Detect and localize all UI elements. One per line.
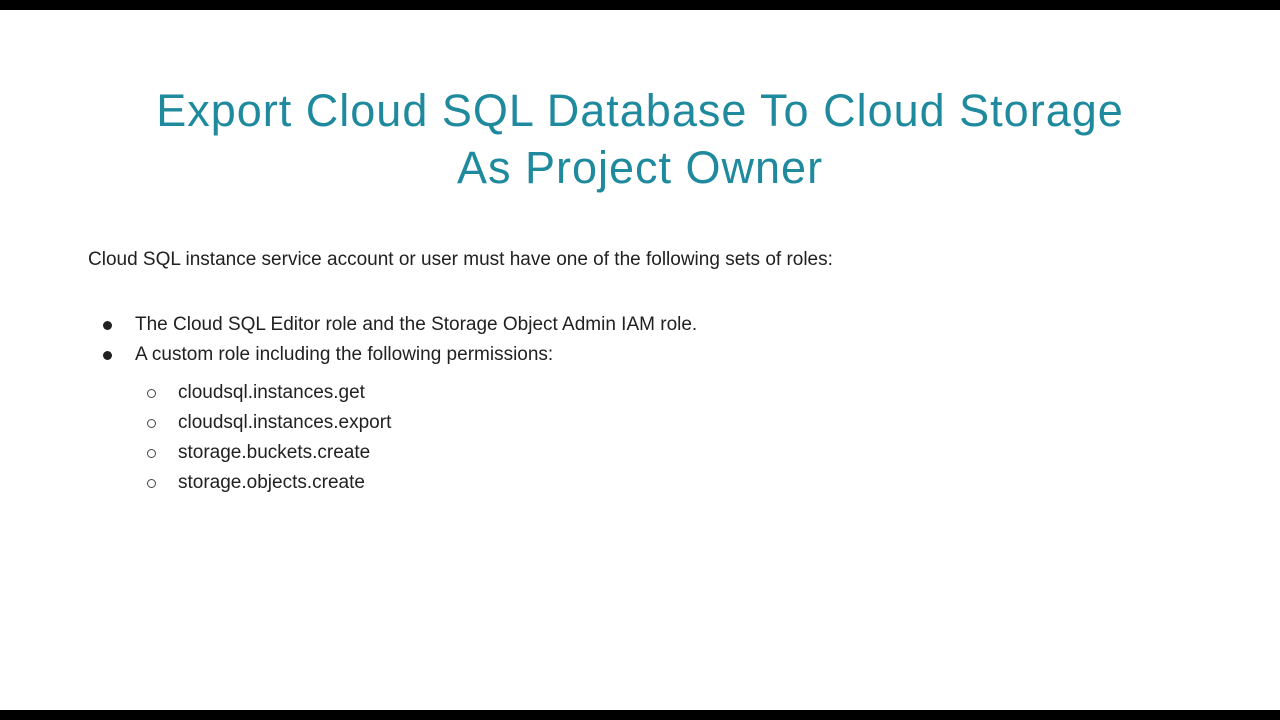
hollow-bullet-icon (147, 479, 156, 488)
hollow-bullet-icon (147, 449, 156, 458)
list-item (0, 468, 1280, 498)
list-item (0, 310, 1280, 340)
bullet-text: The Cloud SQL Editor role and the Storage Object Admin IAM role. (135, 314, 698, 335)
permission-text: storage.buckets.create (178, 442, 371, 463)
list-item (0, 438, 1280, 468)
hollow-bullet-icon (147, 389, 156, 398)
list-item (0, 408, 1280, 438)
permission-text: cloudsql.instances.get (178, 382, 365, 403)
letterbox-bar-bottom (0, 710, 1280, 720)
list-item (0, 340, 1280, 370)
filled-bullet-icon (103, 351, 112, 360)
hollow-bullet-icon (147, 419, 156, 428)
permission-sublist (0, 378, 1280, 498)
slide-canvas (0, 10, 1280, 710)
list-item (0, 378, 1280, 408)
bullet-text: A custom role including the following permissions: (135, 344, 554, 365)
filled-bullet-icon (103, 321, 112, 330)
permission-text: cloudsql.instances.export (178, 412, 392, 433)
slide-title-line-2: As Project Owner (456, 142, 824, 193)
intro-paragraph: Cloud SQL instance service account or user must have one of the following sets of roles: (88, 249, 833, 270)
permission-text: storage.objects.create (178, 472, 365, 493)
slide-title-line-1: Export Cloud SQL Database To Cloud Storage (156, 85, 1124, 136)
bullet-list (0, 310, 1280, 498)
letterbox-bar-top (0, 0, 1280, 10)
slide-title (0, 82, 1280, 196)
